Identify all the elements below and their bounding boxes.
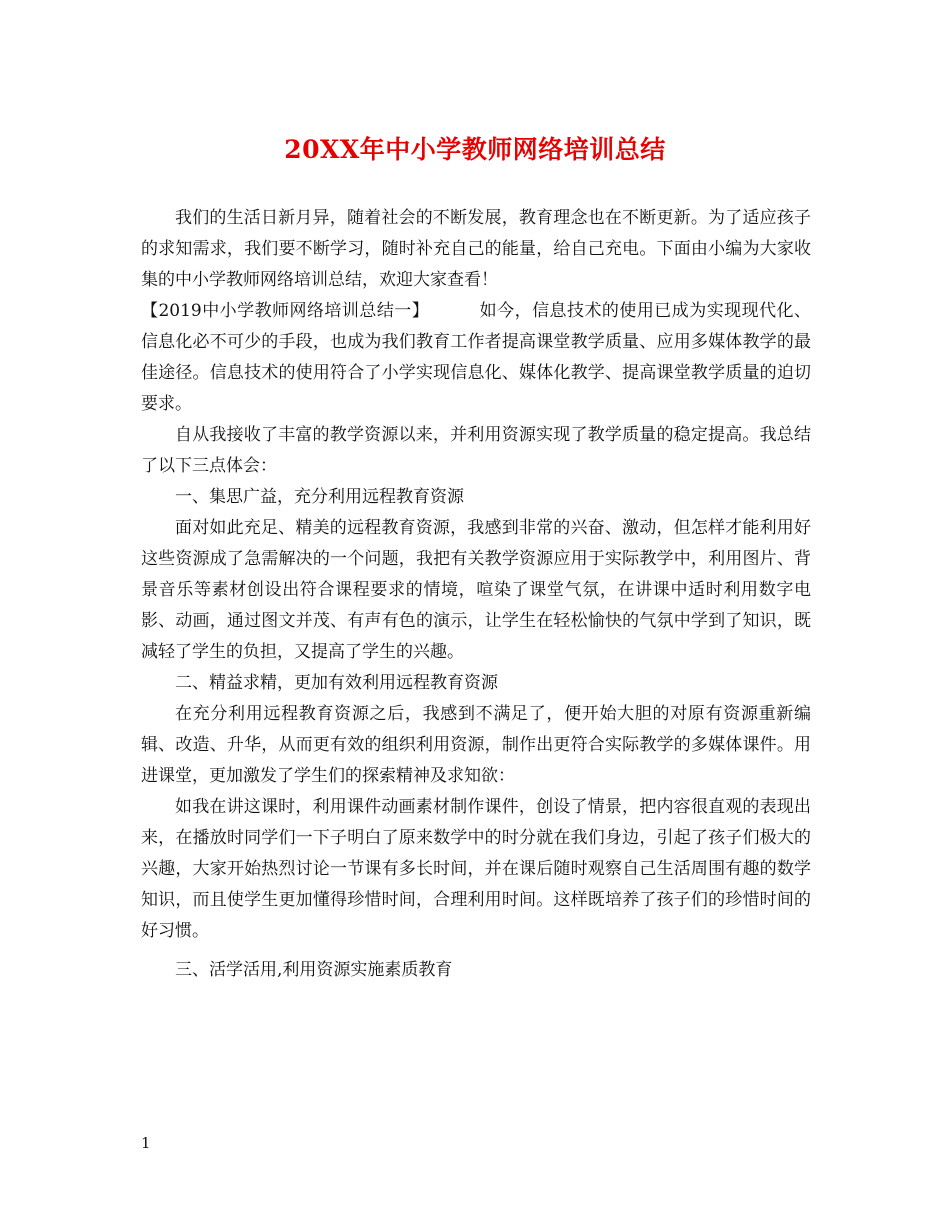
paragraph-three: 如我在讲这课时，利用课件动画素材制作课件，创设了情景，把内容很直观的表现出来，在播放时同学们一下子明白了原来数学中的时分就在我们身边，引起了孩子们极大的兴趣，大家开始热烈讨论一节课有多长时间，并在课后随时观察自己生活周围有趣的数学知识，而且使学生更加懂得珍惜时间，合理利用时间。这样既培养了孩子们的珍惜时间的好习惯。 [141, 797, 811, 941]
page-number: 1 [141, 1134, 151, 1152]
paragraph-one: 面对如此充足、精美的远程教育资源，我感到非常的兴奋、激动，但怎样才能利用好这些资源成了急需解决的一个问题，我把有关教学资源应用于实际教学中，利用图片、背景音乐等素材创设出符合课程要求的情境，喧染了课堂气氛，在讲课中适时利用数字电影、动画，通过图文并茂、有声有色的演示，让学生在轻松愉快的气氛中学到了知识，既减轻了学生的负担，又提高了学生的兴趣。 [141, 518, 811, 662]
heading-two: 二、精益求精，更加有效利用远程教育资源 [175, 673, 498, 693]
resources-paragraph: 自从我接收了丰富的教学资源以来，并利用资源实现了教学质量的稳定提高。我总结了以下三点体会： [141, 425, 811, 476]
section-label: 【2019中小学教师网络培训总结一】 [141, 301, 430, 321]
section-text: 如今，信息技术的使用已成为实现现代化、信息化必不可少的手段，也成为我们教育工作者提高课堂教学质量、应用多媒体教学的最佳途径。信息技术的使用符合了小学实现信息化、媒体化教学、提高课堂教学质量的迫切要求。 [141, 301, 812, 414]
page-title: 20XX年中小学教师网络培训总结 [284, 135, 666, 164]
document-body [141, 203, 811, 986]
section-paragraph [141, 296, 811, 420]
intro-paragraph: 我们的生活日新月异，随着社会的不断发展，教育理念也在不断更新。为了适应孩子的求知需求，我们要不断学习，随时补充自己的能量，给自己充电。下面由小编为大家收集的中小学教师网络培训总结，欢迎大家查看！ [141, 208, 811, 290]
heading-one: 一、集思广益，充分利用远程教育资源 [175, 487, 464, 507]
paragraph-two: 在充分利用远程教育资源之后，我感到不满足了，便开始大胆的对原有资源重新编辑、改造、升华，从而更有效的组织利用资源，制作出更符合实际教学的多媒体课件。用进课堂，更加激发了学生们的探索精神及求知欲： [141, 704, 811, 786]
heading-three: 三、活学活用,利用资源实施素质教育 [175, 960, 453, 980]
